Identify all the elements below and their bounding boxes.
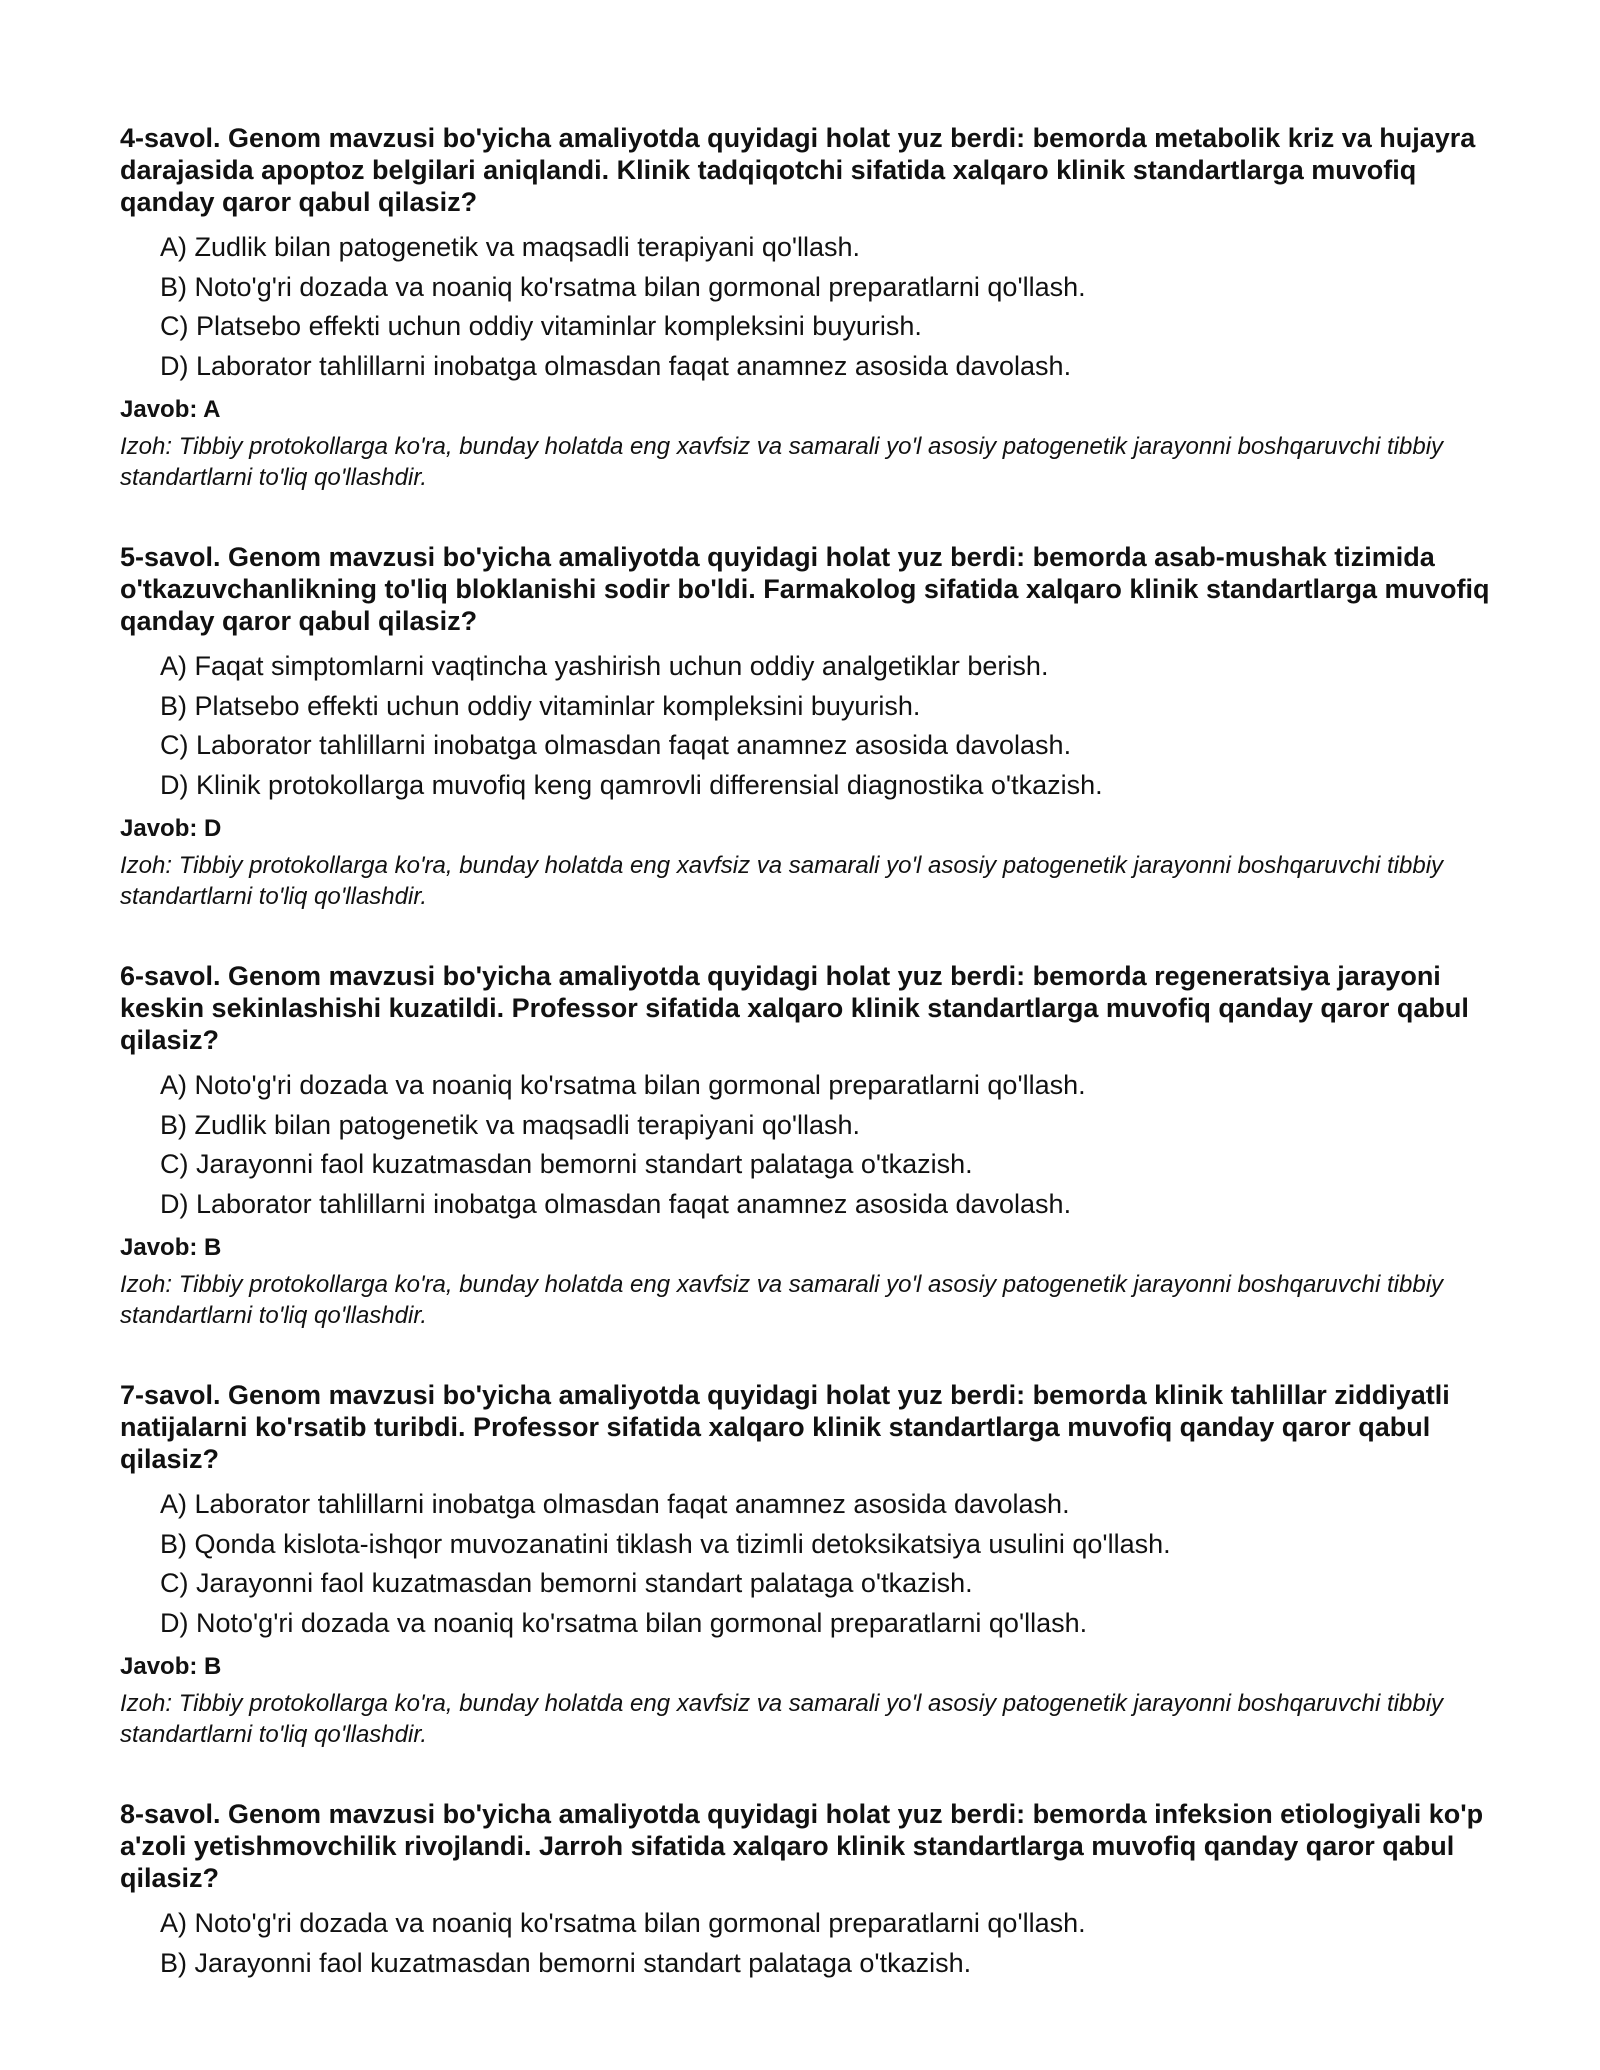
question-text: 6-savol. Genom mavzusi bo'yicha amaliyotda quyidagi holat yuz berdi: bemorda regeneratsiya jarayoni keskin sekinlashishi kuzatildi. Professor sifatida xalqaro klinik standartlarga muvofiq qanday qaror qabul qilasiz? <box>120 961 1469 1055</box>
option-list <box>120 647 1500 805</box>
option-b: B) Zudlik bilan patogenetik va maqsadli terapiyani qo'llash. <box>160 1109 861 1140</box>
question-text: 7-savol. Genom mavzusi bo'yicha amaliyotda quyidagi holat yuz berdi: bemorda klinik tahlillar ziddiyatli natijalarni ko'rsatib turibdi. Professor sifatida xalqaro klinik standartlarga muvofiq qanday qaror qabul qilasiz? <box>120 1380 1450 1474</box>
explanation-note: Izoh: Tibbiy protokollarga ko'ra, bunday holatda eng xavfsiz va samarali yo'l asosiy patogenetik jarayonni boshqaruvchi tibbiy standartlarni to'liq qo'llashdir. <box>120 433 1444 491</box>
question-block <box>120 1798 1500 1983</box>
option-c: C) Jarayonni faol kuzatmasdan bemorni standart palataga o'tkazish. <box>160 1568 973 1598</box>
option-d: D) Noto'g'ri dozada va noaniq ko'rsatma bilan gormonal preparatlarni qo'llash. <box>160 1607 1088 1638</box>
option-list <box>120 1485 1500 1643</box>
question-block <box>120 1379 1500 1750</box>
option-a: A) Laborator tahlillarni inobatga olmasdan faqat anamnez asosida davolash. <box>160 1489 1070 1519</box>
option-b: B) Noto'g'ri dozada va noaniq ko'rsatma bilan gormonal preparatlarni qo'llash. <box>160 271 1086 302</box>
option-c: C) Jarayonni faol kuzatmasdan bemorni standart palataga o'tkazish. <box>160 1149 973 1179</box>
option-a: A) Noto'g'ri dozada va noaniq ko'rsatma bilan gormonal preparatlarni qo'llash. <box>160 1070 1086 1100</box>
explanation-note: Izoh: Tibbiy protokollarga ko'ra, bunday holatda eng xavfsiz va samarali yo'l asosiy patogenetik jarayonni boshqaruvchi tibbiy standartlarni to'liq qo'llashdir. <box>120 852 1444 910</box>
question-text: 4-savol. Genom mavzusi bo'yicha amaliyotda quyidagi holat yuz berdi: bemorda metabolik kriz va hujayra darajasida apoptoz belgilari aniqlandi. Klinik tadqiqotchi sifatida xalqaro klinik standartlarga muvofiq qanday qaror qabul qilasiz? <box>120 123 1476 217</box>
option-b: B) Jarayonni faol kuzatmasdan bemorni standart palataga o'tkazish. <box>160 1947 972 1978</box>
option-a: A) Faqat simptomlarni vaqtincha yashirish uchun oddiy analgetiklar berish. <box>160 651 1049 681</box>
question-text: 5-savol. Genom mavzusi bo'yicha amaliyotda quyidagi holat yuz berdi: bemorda asab-mushak tizimida o'tkazuvchanlikning to'liq bloklanishi sodir bo'ldi. Farmakolog sifatida xalqaro klinik standartlarga muvofiq qanday qaror qabul qilasiz? <box>120 542 1490 636</box>
option-list <box>120 228 1500 386</box>
answer-label: Javob: A <box>120 396 221 423</box>
option-b: B) Qonda kislota-ishqor muvozanatini tiklash va tizimli detoksikatsiya usulini qo'llash. <box>160 1528 1171 1559</box>
option-d: D) Laborator tahlillarni inobatga olmasdan faqat anamnez asosida davolash. <box>160 350 1072 381</box>
option-b: B) Platsebo effekti uchun oddiy vitaminlar kompleksini buyurish. <box>160 690 921 721</box>
answer-label: Javob: B <box>120 1653 222 1680</box>
question-text: 8-savol. Genom mavzusi bo'yicha amaliyotda quyidagi holat yuz berdi: bemorda infeksion etiologiyali ko'p a'zoli yetishmovchilik rivojlandi. Jarroh sifatida xalqaro klinik standartlarga muvofiq qanday qaror qabul qilasiz? <box>120 1799 1484 1893</box>
option-c: C) Laborator tahlillarni inobatga olmasdan faqat anamnez asosida davolash. <box>160 730 1072 760</box>
answer-label: Javob: D <box>120 815 222 842</box>
option-list <box>120 1066 1500 1224</box>
option-d: D) Klinik protokollarga muvofiq keng qamrovli differensial diagnostika o'tkazish. <box>160 769 1103 800</box>
answer-label: Javob: B <box>120 1234 222 1261</box>
explanation-note: Izoh: Tibbiy protokollarga ko'ra, bunday holatda eng xavfsiz va samarali yo'l asosiy patogenetik jarayonni boshqaruvchi tibbiy standartlarni to'liq qo'llashdir. <box>120 1690 1444 1748</box>
option-d: D) Laborator tahlillarni inobatga olmasdan faqat anamnez asosida davolash. <box>160 1188 1072 1219</box>
question-block <box>120 122 1500 493</box>
option-a: A) Zudlik bilan patogenetik va maqsadli terapiyani qo'llash. <box>160 232 861 262</box>
option-c: C) Platsebo effekti uchun oddiy vitaminlar kompleksini buyurish. <box>160 311 922 341</box>
explanation-note: Izoh: Tibbiy protokollarga ko'ra, bunday holatda eng xavfsiz va samarali yo'l asosiy patogenetik jarayonni boshqaruvchi tibbiy standartlarni to'liq qo'llashdir. <box>120 1271 1444 1329</box>
question-block <box>120 960 1500 1331</box>
question-block <box>120 541 1500 912</box>
option-a: A) Noto'g'ri dozada va noaniq ko'rsatma bilan gormonal preparatlarni qo'llash. <box>160 1908 1086 1938</box>
option-list <box>120 1904 1500 1983</box>
document-page <box>120 122 1500 2031</box>
